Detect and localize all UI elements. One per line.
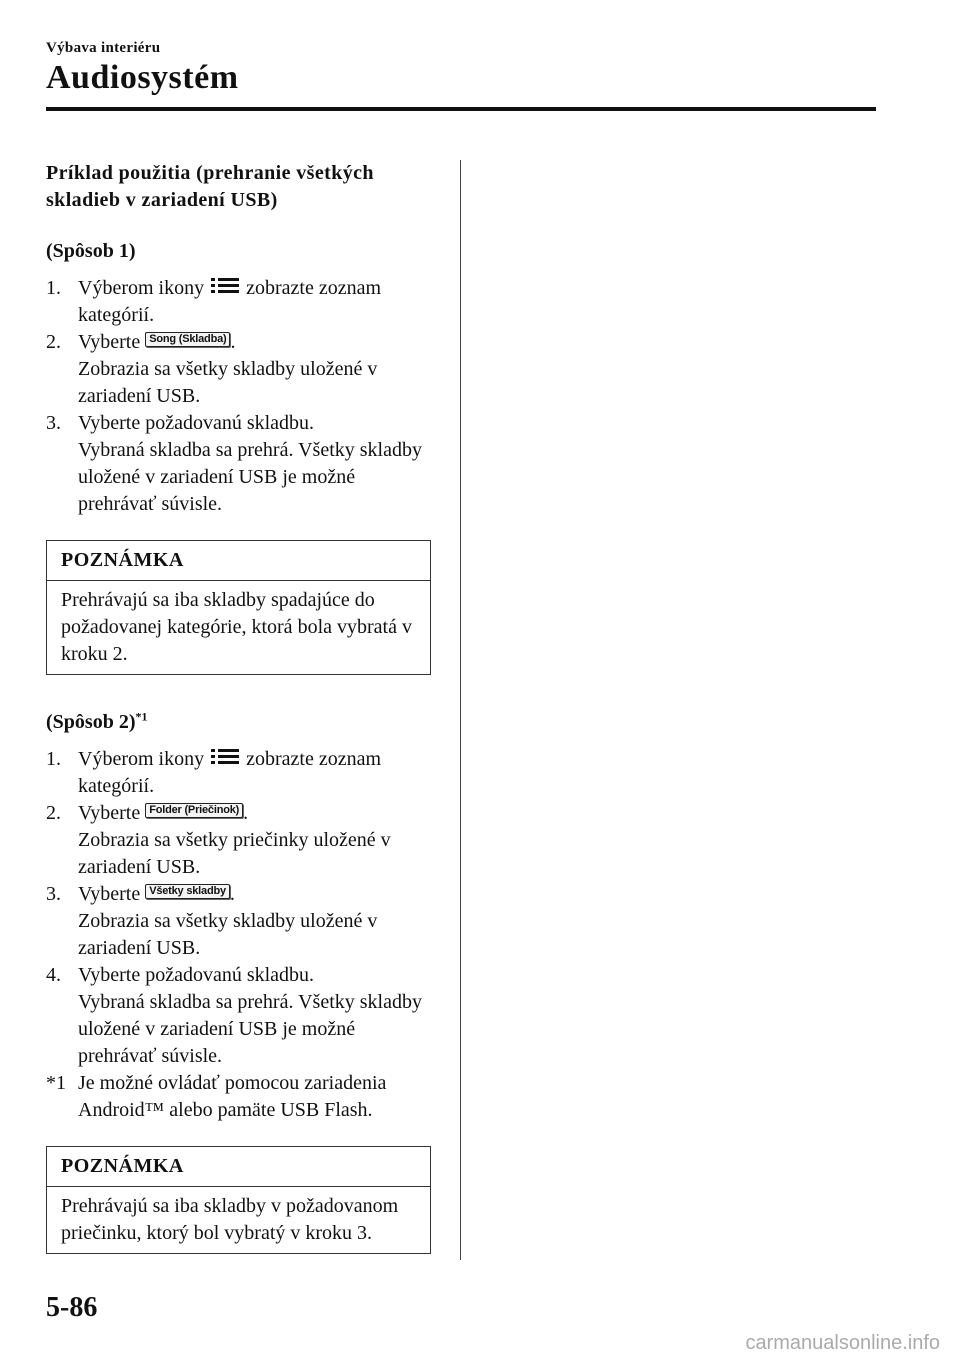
header-rule [46, 107, 876, 111]
footnote: *1 Je možné ovládať pomocou zariadenia Android™ alebo pamäte USB Flash. [46, 1072, 387, 1121]
note-box-1 [46, 540, 431, 675]
list-icon [211, 747, 239, 767]
column-divider [460, 160, 461, 1260]
footnote-ref: *1 [135, 709, 148, 724]
method2-steps [46, 746, 431, 1070]
method1-step-1: 1. Výberom ikony zobrazte zoznam kategórií. [46, 277, 382, 326]
method1-title: (Spôsob 1) [46, 240, 136, 262]
all-songs-button-icon: Všetky skladby [145, 884, 230, 899]
watermark: carmanualsonline.info [745, 1332, 940, 1354]
left-column [46, 160, 431, 1254]
page-number: 5-86 [46, 1292, 98, 1323]
note-box-2 [46, 1146, 431, 1254]
method2-step-2: 2. Vyberte Folder (Priečinok) . Zobrazia sa všetky priečinky uložené v zariadení USB. [46, 802, 391, 878]
method1-step-3: 3. Vyberte požadovanú skladbu. Vybraná skladba sa prehrá. Všetky skladby uložené v zariadení USB je možné prehrávať súvisle. [46, 412, 422, 515]
section-label: Výbava interiéru [46, 40, 161, 56]
method2-title: (Spôsob 2)$^{*1}$ [46, 709, 148, 733]
note-title: POZNÁMKA [47, 541, 430, 581]
note-body: Prehrávajú sa iba skladby v požadovanom priečinku, ktorý bol vybratý v kroku 3. [61, 1195, 399, 1244]
method1-steps [46, 275, 431, 518]
method2-step-4: 4. Vyberte požadovanú skladbu. Vybraná skladba sa prehrá. Všetky skladby uložené v zariadení USB je možné prehrávať súvisle. [46, 964, 422, 1067]
song-button-icon: Song (Skladba) [145, 332, 230, 347]
page-header [46, 40, 876, 97]
list-icon [211, 276, 239, 296]
folder-button-icon: Folder (Priečinok) [145, 803, 243, 818]
method2-step-3: 3. Vyberte Všetky skladby . Zobrazia sa všetky skladby uložené v zariadení USB. [46, 883, 378, 959]
page-title: Audiosystém [46, 59, 239, 96]
note-title: POZNÁMKA [47, 1147, 430, 1187]
example-heading: Príklad použitia (prehranie všetkých skladieb v zariadení USB) [46, 162, 374, 211]
method1-step-2: 2. Vyberte Song (Skladba) . Zobrazia sa všetky skladby uložené v zariadení USB. [46, 331, 378, 407]
note-body: Prehrávajú sa iba skladby spadajúce do požadovanej kategórie, ktorá bola vybratá v kroku 2. [61, 589, 412, 665]
method2-step-1: 1. Výberom ikony zobrazte zoznam kategórií. [46, 748, 382, 797]
